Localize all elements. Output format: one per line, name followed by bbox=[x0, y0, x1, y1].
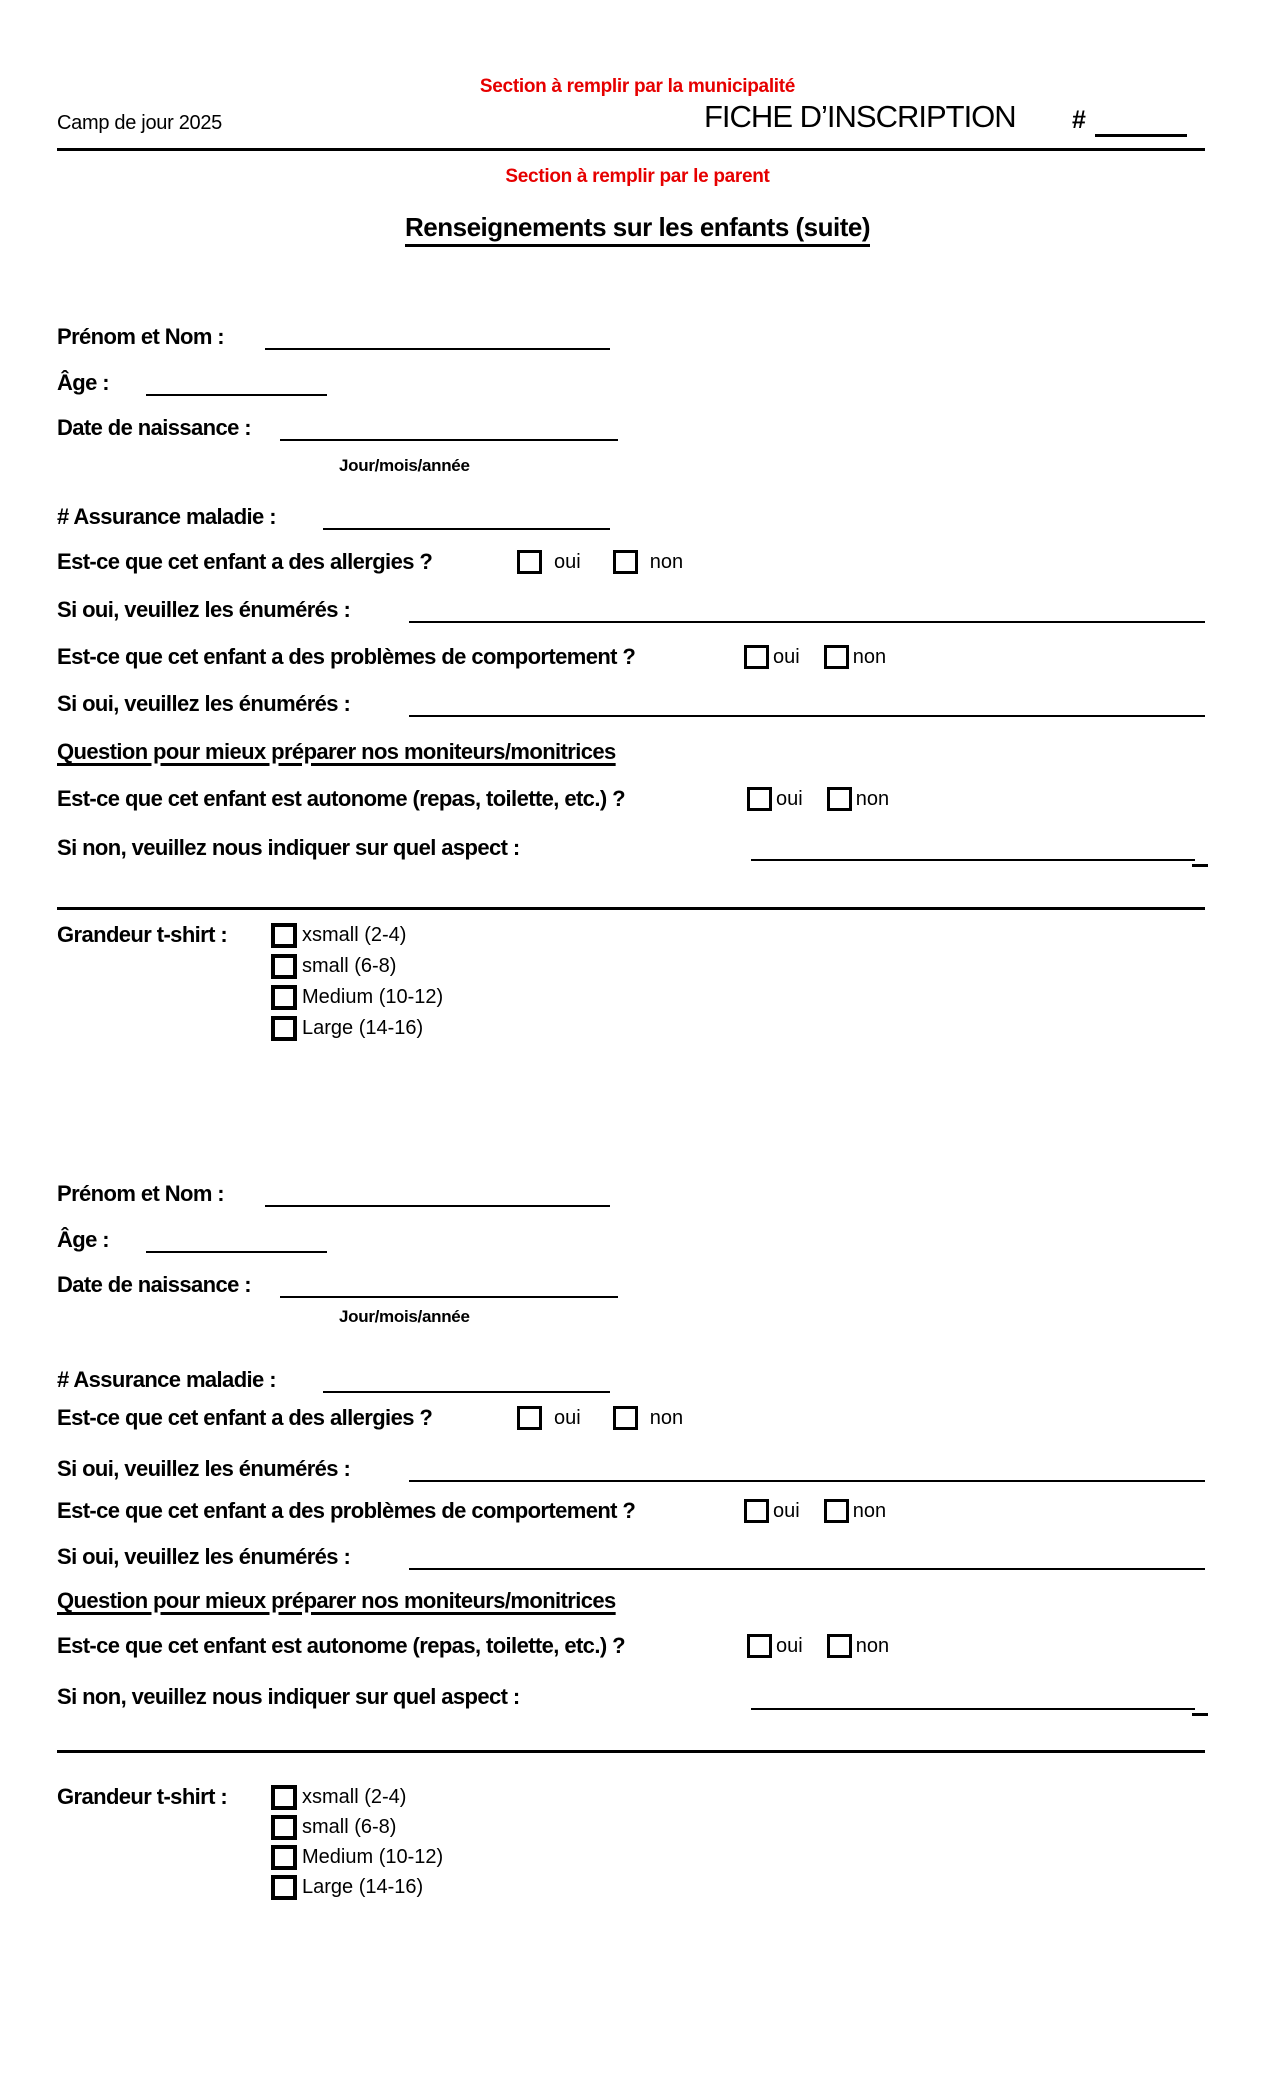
allergies-list-field[interactable] bbox=[409, 597, 1205, 623]
tshirt-row-xsmall bbox=[57, 1780, 406, 1810]
oui-label: oui bbox=[554, 551, 581, 573]
name-field[interactable] bbox=[265, 324, 610, 350]
underline-tail bbox=[1192, 864, 1208, 867]
birthdate-row bbox=[57, 1268, 618, 1298]
insurance-row bbox=[57, 1363, 610, 1393]
tshirt-row-medium bbox=[271, 1840, 443, 1870]
allergies-list-row bbox=[57, 1452, 1205, 1482]
non-label: non bbox=[852, 1500, 887, 1522]
oui-label: oui bbox=[554, 1407, 581, 1429]
tshirt-option-label: Large (14-16) bbox=[302, 1017, 424, 1039]
tshirt-option-label: small (6-8) bbox=[302, 1816, 397, 1838]
autonomy-non-checkbox[interactable] bbox=[827, 1634, 852, 1658]
aspect-if-no-label: Si non, veuillez nous indiquer sur quel aspect : bbox=[57, 1684, 520, 1709]
age-label: Âge : bbox=[57, 370, 110, 395]
tshirt-row-small bbox=[271, 1810, 396, 1840]
autonomy-oui-checkbox[interactable] bbox=[747, 787, 772, 811]
birthdate-label: Date de naissance : bbox=[57, 415, 252, 440]
insurance-field[interactable] bbox=[323, 504, 610, 530]
allergies-oui-checkbox[interactable] bbox=[517, 1406, 542, 1430]
age-field[interactable] bbox=[146, 370, 327, 396]
monitor-header: Question pour mieux préparer nos moniteurs/monitrices bbox=[57, 1588, 616, 1613]
tshirt-label: Grandeur t-shirt : bbox=[57, 1784, 228, 1809]
name-row bbox=[57, 320, 610, 350]
oui-label: oui bbox=[773, 1500, 800, 1522]
behavior-question: Est-ce que cet enfant a des problèmes de comportement ? bbox=[57, 1498, 636, 1523]
birthdate-label: Date de naissance : bbox=[57, 1272, 252, 1297]
monitor-header-row bbox=[57, 1584, 616, 1614]
allergies-oui-checkbox[interactable] bbox=[517, 550, 542, 574]
oui-label: oui bbox=[776, 1635, 803, 1657]
tshirt-row-xsmall bbox=[57, 918, 406, 948]
tshirt-large-checkbox[interactable] bbox=[271, 1016, 297, 1041]
behavior-row bbox=[57, 640, 886, 670]
behavior-non-checkbox[interactable] bbox=[824, 1499, 849, 1523]
tshirt-row-large bbox=[271, 1011, 423, 1041]
tshirt-option-label: Medium (10-12) bbox=[302, 1846, 444, 1868]
behavior-list-field[interactable] bbox=[409, 1544, 1205, 1570]
age-field[interactable] bbox=[146, 1227, 327, 1253]
insurance-label: # Assurance maladie : bbox=[57, 504, 276, 529]
oui-label: oui bbox=[773, 646, 800, 668]
tshirt-row-large bbox=[271, 1870, 423, 1900]
behavior-list-row bbox=[57, 1540, 1205, 1570]
form-number-field[interactable] bbox=[1095, 121, 1187, 137]
autonomy-row bbox=[57, 1629, 889, 1659]
behavior-oui-checkbox[interactable] bbox=[744, 1499, 769, 1523]
list-if-yes-label: Si oui, veuillez les énumérés : bbox=[57, 597, 351, 622]
oui-label: oui bbox=[776, 788, 803, 810]
age-row bbox=[57, 366, 327, 396]
tshirt-option-label: small (6-8) bbox=[302, 955, 397, 977]
non-label: non bbox=[855, 1635, 890, 1657]
name-field[interactable] bbox=[265, 1181, 610, 1207]
tshirt-xsmall-checkbox[interactable] bbox=[271, 1785, 297, 1810]
allergies-row bbox=[57, 545, 683, 575]
non-label: non bbox=[852, 646, 887, 668]
non-label: non bbox=[649, 1407, 684, 1429]
non-label: non bbox=[649, 551, 684, 573]
autonomy-question: Est-ce que cet enfant est autonome (repas, toilette, etc.) ? bbox=[57, 1633, 625, 1658]
autonomy-non-checkbox[interactable] bbox=[827, 787, 852, 811]
behavior-list-row bbox=[57, 687, 1205, 717]
tshirt-label: Grandeur t-shirt : bbox=[57, 922, 228, 947]
tshirt-option-label: Medium (10-12) bbox=[302, 986, 444, 1008]
tshirt-medium-checkbox[interactable] bbox=[271, 1845, 297, 1870]
tshirt-option-label: xsmall (2-4) bbox=[302, 924, 407, 946]
autonomy-oui-checkbox[interactable] bbox=[747, 1634, 772, 1658]
municipal-section-header: Section à remplir par la municipalité bbox=[479, 76, 796, 97]
tshirt-option-label: Large (14-16) bbox=[302, 1876, 424, 1898]
birthdate-field[interactable] bbox=[280, 1272, 618, 1298]
birthdate-row bbox=[57, 411, 618, 441]
underline-tail bbox=[1192, 1713, 1208, 1716]
aspect-continuation-line[interactable] bbox=[57, 1750, 1205, 1753]
autonomy-question: Est-ce que cet enfant est autonome (repas, toilette, etc.) ? bbox=[57, 786, 625, 811]
allergies-list-field[interactable] bbox=[409, 1456, 1205, 1482]
aspect-row bbox=[57, 831, 1195, 861]
allergies-row bbox=[57, 1401, 683, 1431]
tshirt-row-medium bbox=[271, 980, 443, 1010]
aspect-if-no-label: Si non, veuillez nous indiquer sur quel aspect : bbox=[57, 835, 520, 860]
page-title: Renseignements sur les enfants (suite) bbox=[0, 212, 1275, 243]
form-number-prefix: # bbox=[1072, 106, 1086, 134]
allergies-non-checkbox[interactable] bbox=[613, 1406, 638, 1430]
camp-year-label: Camp de jour 2025 bbox=[57, 112, 223, 134]
insurance-field[interactable] bbox=[323, 1367, 610, 1393]
behavior-oui-checkbox[interactable] bbox=[744, 645, 769, 669]
tshirt-xsmall-checkbox[interactable] bbox=[271, 923, 297, 948]
tshirt-row-small bbox=[271, 949, 396, 979]
allergies-non-checkbox[interactable] bbox=[613, 550, 638, 574]
non-label: non bbox=[855, 788, 890, 810]
aspect-field[interactable] bbox=[751, 835, 1195, 861]
monitor-header-row bbox=[57, 735, 616, 765]
parent-section-header: Section à remplir par le parent bbox=[505, 166, 770, 187]
list-if-yes-label: Si oui, veuillez les énumérés : bbox=[57, 691, 351, 716]
birthdate-hint: Jour/mois/année bbox=[339, 1307, 470, 1326]
name-label: Prénom et Nom : bbox=[57, 324, 225, 349]
name-row bbox=[57, 1177, 610, 1207]
allergies-list-row bbox=[57, 593, 1205, 623]
autonomy-row bbox=[57, 782, 889, 812]
tshirt-medium-checkbox[interactable] bbox=[271, 985, 297, 1010]
aspect-row bbox=[57, 1680, 1195, 1710]
behavior-non-checkbox[interactable] bbox=[824, 645, 849, 669]
birthdate-hint: Jour/mois/année bbox=[339, 456, 470, 475]
list-if-yes-label: Si oui, veuillez les énumérés : bbox=[57, 1456, 351, 1481]
form-title: FICHE D’INSCRIPTION bbox=[704, 99, 1016, 134]
tshirt-small-checkbox[interactable] bbox=[271, 1815, 297, 1840]
insurance-label: # Assurance maladie : bbox=[57, 1367, 276, 1392]
list-if-yes-label: Si oui, veuillez les énumérés : bbox=[57, 1544, 351, 1569]
age-row bbox=[57, 1223, 327, 1253]
aspect-continuation-line[interactable] bbox=[57, 907, 1205, 910]
behavior-row bbox=[57, 1494, 886, 1524]
tshirt-small-checkbox[interactable] bbox=[271, 954, 297, 979]
tshirt-large-checkbox[interactable] bbox=[271, 1875, 297, 1900]
tshirt-option-label: xsmall (2-4) bbox=[302, 1786, 407, 1808]
age-label: Âge : bbox=[57, 1227, 110, 1252]
header-divider bbox=[57, 148, 1205, 151]
aspect-field[interactable] bbox=[751, 1684, 1195, 1710]
monitor-header: Question pour mieux préparer nos moniteurs/monitrices bbox=[57, 739, 616, 764]
insurance-row bbox=[57, 500, 610, 530]
behavior-question: Est-ce que cet enfant a des problèmes de comportement ? bbox=[57, 644, 636, 669]
allergies-question: Est-ce que cet enfant a des allergies ? bbox=[57, 1405, 433, 1430]
allergies-question: Est-ce que cet enfant a des allergies ? bbox=[57, 549, 433, 574]
behavior-list-field[interactable] bbox=[409, 691, 1205, 717]
name-label: Prénom et Nom : bbox=[57, 1181, 225, 1206]
birthdate-field[interactable] bbox=[280, 415, 618, 441]
